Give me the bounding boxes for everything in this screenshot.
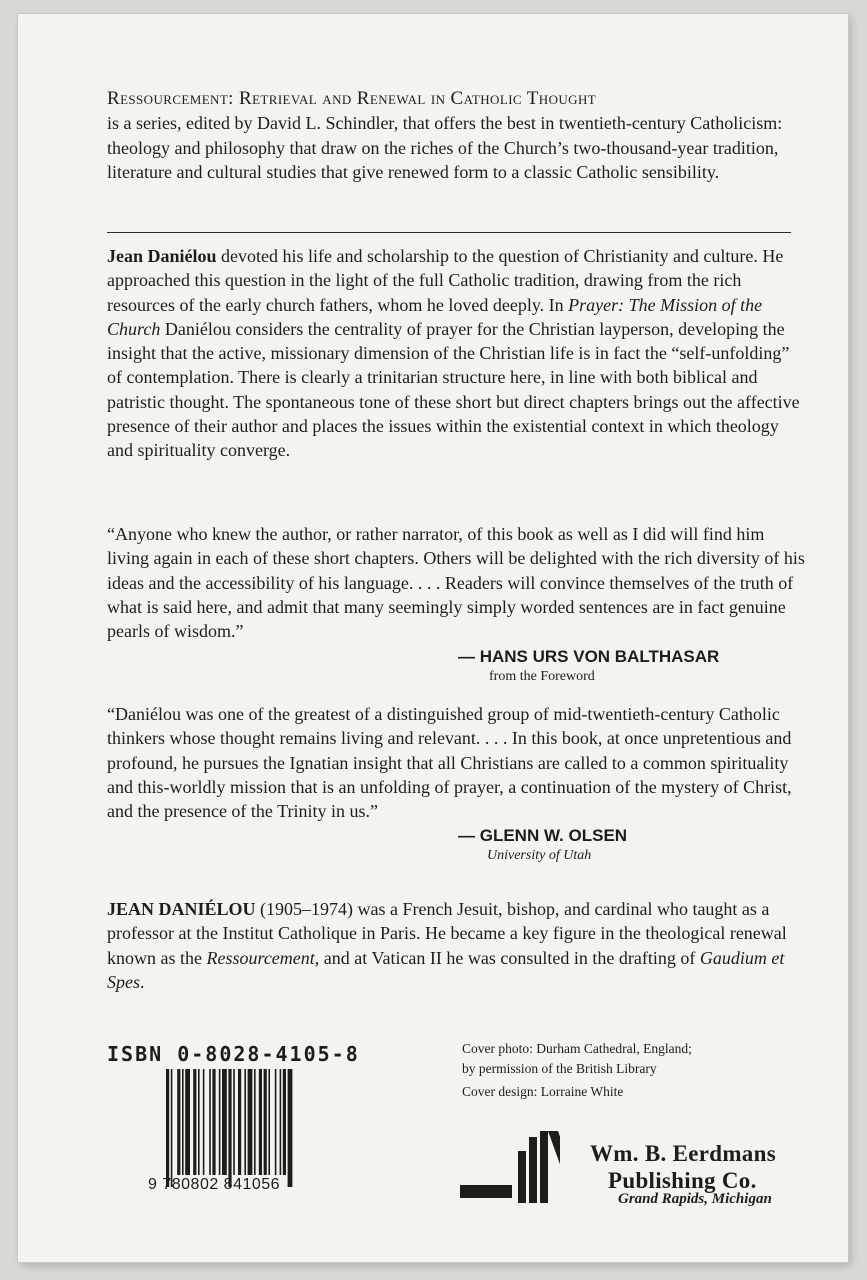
divider-rule <box>107 232 791 233</box>
barcode-bar <box>193 1069 196 1175</box>
publisher-name-line-1: Wm. B. Eerdmans <box>590 1141 776 1166</box>
description-book-title: Prayer: The Mission of the Church <box>107 294 763 339</box>
barcode-bar <box>177 1069 180 1175</box>
barcode-bar <box>288 1069 293 1187</box>
credit-design: Cover design: Lorraine White <box>462 1084 624 1099</box>
publisher-location: Grand Rapids, Michigan <box>618 1191 772 1207</box>
description-author: Jean Daniélou <box>107 246 217 266</box>
barcode-bar <box>209 1069 211 1175</box>
publisher-logo-icon <box>460 1131 560 1206</box>
barcode-bar <box>244 1069 246 1175</box>
bio-doc: Gaudium et Spes <box>107 947 785 992</box>
series-title: Ressourcement: Retrieval and Renewal in Catholic Thought <box>107 88 597 109</box>
barcode-bar <box>254 1069 256 1175</box>
barcode-bar <box>219 1069 221 1175</box>
barcode-bar <box>203 1069 205 1175</box>
series-blurb <box>107 86 807 184</box>
barcode-bar <box>166 1069 169 1187</box>
barcode-number: 9 780802 841056 <box>148 1176 281 1193</box>
barcode-bar <box>171 1069 173 1187</box>
credit-photo-line-1: Cover photo: Durham Cathedral, England; <box>462 1041 692 1056</box>
bio-text-1: (1905–1974) was a French Jesuit, bishop, and cardinal who taught as a professor at the Institut Catholique in Paris. He became a key figure in the theological renewal known as the <box>107 899 787 968</box>
quote-balthasar-author: — HANS URS VON BALTHASAR <box>458 647 720 666</box>
cover-credits <box>462 1039 692 1106</box>
publisher-name-line-2: Publishing Co. <box>608 1168 757 1193</box>
back-cover <box>18 14 848 1262</box>
barcode <box>166 1069 328 1187</box>
credit-photo <box>462 1039 692 1078</box>
bio-name: JEAN DANIÉLOU <box>107 899 256 919</box>
isbn-label: ISBN 0-8028-4105-8 <box>107 1042 360 1066</box>
barcode-bar <box>280 1069 282 1175</box>
description-text-1: devoted his life and scholarship to the question of Christianity and culture. He approached this question in the light of the full Catholic tradition, drawing from the rich resources of the early church fathers, whom he loved deeply. In <box>107 246 784 315</box>
book-description <box>107 244 807 463</box>
description-text-2: Daniélou considers the centrality of prayer for the Christian layperson, developing the insight that the active, missionary dimension of the Christian life is in fact the “self-unfolding” of contemplation. There is clearly a trinitarian structure here, in line with both biblical and patristic thought. The spontaneous tone of these short but direct chapters brings out the affective presence of their author and places the issues within the existential context in which theology and spirituality converge. <box>107 318 800 461</box>
author-bio <box>107 897 807 994</box>
bio-term: Ressourcement <box>206 947 315 968</box>
bio-text-2: , and at Vatican II he was consulted in the drafting of <box>314 947 700 968</box>
barcode-bar <box>238 1069 241 1175</box>
quote-olsen-author: — GLENN W. OLSEN <box>458 826 628 845</box>
quote-balthasar: “Anyone who knew the author, or rather narrator, of this book as well as I did will find him living again in each of these short chapters. Others will be delighted with the rich diversity of his ideas and the accessibility of his language. . . . Readers will convince themselves of the truth of what is said here, and admit that many seemingly simply worded sentences are in fact genuine pearls of wisdom.” <box>107 524 805 642</box>
barcode-bar <box>264 1069 267 1175</box>
barcode-bar <box>259 1069 262 1175</box>
credit-photo-line-2: by permission of the British Library <box>462 1060 657 1076</box>
barcode-bar <box>233 1069 235 1175</box>
barcode-bar <box>275 1069 277 1175</box>
barcode-bar <box>228 1069 231 1187</box>
series-text: is a series, edited by David L. Schindler, that offers the best in twentieth-century Catholicism: theology and philosophy that draw on the riches of the Church’s two-thousand-year tradition, literature and cultural studies that give renewed form to a classic Catholic sensibility. <box>107 113 783 182</box>
bio-text-3: . <box>140 971 145 992</box>
quote-olsen: “Daniélou was one of the greatest of a distinguished group of mid-twentieth-century Catholic thinkers whose thought remains living and relevant. . . . In this book, at once unpretentious and profound, he pursues the Ignatian insight that all Christians are called to a common spirituality and this-worldly mission that is an unfolding of prayer, a continuation of the mystery of Christ, and the presence of the Trinity in us.” <box>107 704 792 822</box>
barcode-bar <box>283 1069 286 1175</box>
barcode-bar <box>222 1069 227 1175</box>
barcode-bar <box>198 1069 200 1175</box>
barcode-bar <box>182 1069 184 1175</box>
quote-olsen-affiliation: University of Utah <box>487 848 592 863</box>
quote-balthasar-affiliation: from the Foreword <box>489 669 595 684</box>
barcode-bar <box>268 1069 270 1175</box>
barcode-bar <box>185 1069 190 1175</box>
barcode-bar <box>248 1069 253 1175</box>
barcode-bar <box>212 1069 215 1175</box>
